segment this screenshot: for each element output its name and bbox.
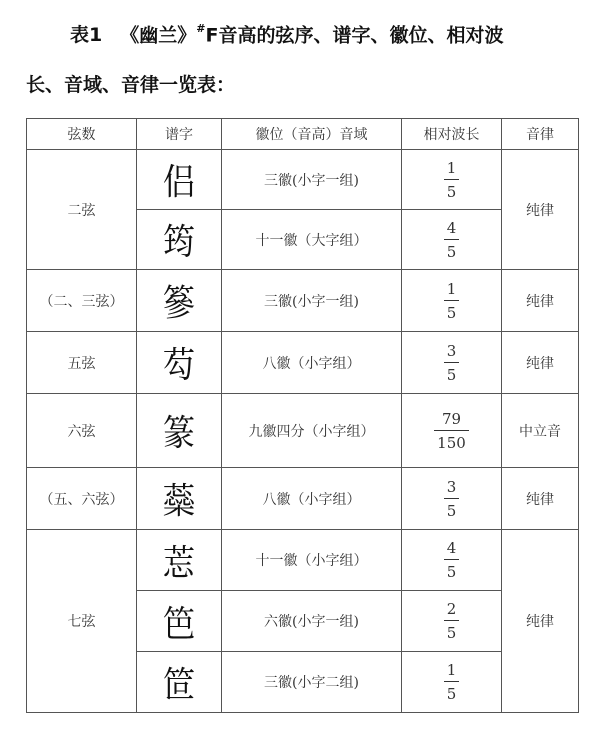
table-caption <box>26 6 586 110</box>
wavelength-cell <box>402 468 502 530</box>
wavelength-cell <box>402 591 502 652</box>
numerator: 1 <box>444 280 460 301</box>
table-row <box>27 332 579 394</box>
tablature-symbol: 篸 <box>137 270 222 332</box>
wavelength-cell <box>402 270 502 332</box>
tablature-symbol: 笸 <box>137 652 222 713</box>
position-cell: 十一徽（小字组） <box>222 530 402 591</box>
denominator: 5 <box>446 501 457 520</box>
denominator: 5 <box>446 685 457 703</box>
tablature-symbol: 筠 <box>137 210 222 270</box>
tablature-symbol: 莣 <box>137 530 222 591</box>
position-cell: 十一徽（大字组） <box>222 210 402 270</box>
position-cell: 三徽(小字一组) <box>222 270 402 332</box>
header-wavelength: 相对波长 <box>402 119 502 150</box>
denominator: 5 <box>446 624 457 642</box>
position-cell: 六徽(小字一组) <box>222 591 402 652</box>
caption-title-start: 《幽兰》 <box>120 24 197 47</box>
numerator: 3 <box>444 342 460 363</box>
temperament-cell: 纯律 <box>502 530 579 713</box>
position-cell: 八徽（小字组） <box>222 468 402 530</box>
string-cell: （五、六弦） <box>27 468 137 530</box>
table-row <box>27 394 579 468</box>
sharp-symbol: # <box>196 22 206 35</box>
header-row <box>27 119 579 150</box>
position-cell: 三徽(小字二组) <box>222 652 402 713</box>
tablature-symbol: 芶 <box>137 332 222 394</box>
string-cell: （二、三弦） <box>27 270 137 332</box>
table-row <box>27 468 579 530</box>
header-string: 弦数 <box>27 119 137 150</box>
numerator: 1 <box>444 159 460 180</box>
temperament-cell: 中立音 <box>502 394 579 468</box>
wavelength-cell <box>402 530 502 591</box>
denominator: 5 <box>446 563 457 581</box>
tablature-symbol: 蘂 <box>137 468 222 530</box>
denominator: 5 <box>446 242 457 261</box>
caption-title-rest: F音高的弦序、谱字、徽位、相对波 <box>205 24 504 47</box>
denominator: 5 <box>446 182 457 201</box>
temperament-cell: 纯律 <box>502 332 579 394</box>
string-cell: 七弦 <box>27 530 137 713</box>
wavelength-cell <box>402 332 502 394</box>
numerator: 3 <box>444 478 460 499</box>
numerator: 79 <box>434 410 469 431</box>
denominator: 5 <box>446 303 457 322</box>
numerator: 2 <box>444 600 460 621</box>
wavelength-cell <box>402 150 502 210</box>
pitch-table <box>26 118 579 713</box>
position-cell: 三徽(小字一组) <box>222 150 402 210</box>
temperament-cell: 纯律 <box>502 150 579 270</box>
string-cell: 五弦 <box>27 332 137 394</box>
table-row <box>27 530 579 591</box>
position-cell: 九徽四分（小字组） <box>222 394 402 468</box>
tablature-symbol: 篆 <box>137 394 222 468</box>
wavelength-cell <box>402 394 502 468</box>
numerator: 4 <box>444 219 460 240</box>
position-cell: 八徽（小字组） <box>222 332 402 394</box>
tablature-symbol: 笆 <box>137 591 222 652</box>
temperament-cell: 纯律 <box>502 468 579 530</box>
table-row <box>27 270 579 332</box>
string-cell: 二弦 <box>27 150 137 270</box>
denominator: 5 <box>446 365 457 384</box>
numerator: 4 <box>444 539 460 560</box>
header-temperament: 音律 <box>502 119 579 150</box>
wavelength-cell <box>402 210 502 270</box>
wavelength-cell <box>402 652 502 713</box>
table-label: 表1 <box>70 24 103 47</box>
table-row <box>27 150 579 210</box>
caption-line-2: 长、音域、音律一览表： <box>26 74 236 97</box>
temperament-cell: 纯律 <box>502 270 579 332</box>
string-cell: 六弦 <box>27 394 137 468</box>
header-position: 徽位（音高）音域 <box>222 119 402 150</box>
header-symbol: 谱字 <box>137 119 222 150</box>
denominator: 150 <box>437 433 466 452</box>
caption-line-1 <box>26 6 586 60</box>
numerator: 1 <box>444 661 460 682</box>
tablature-symbol: 侣 <box>137 150 222 210</box>
